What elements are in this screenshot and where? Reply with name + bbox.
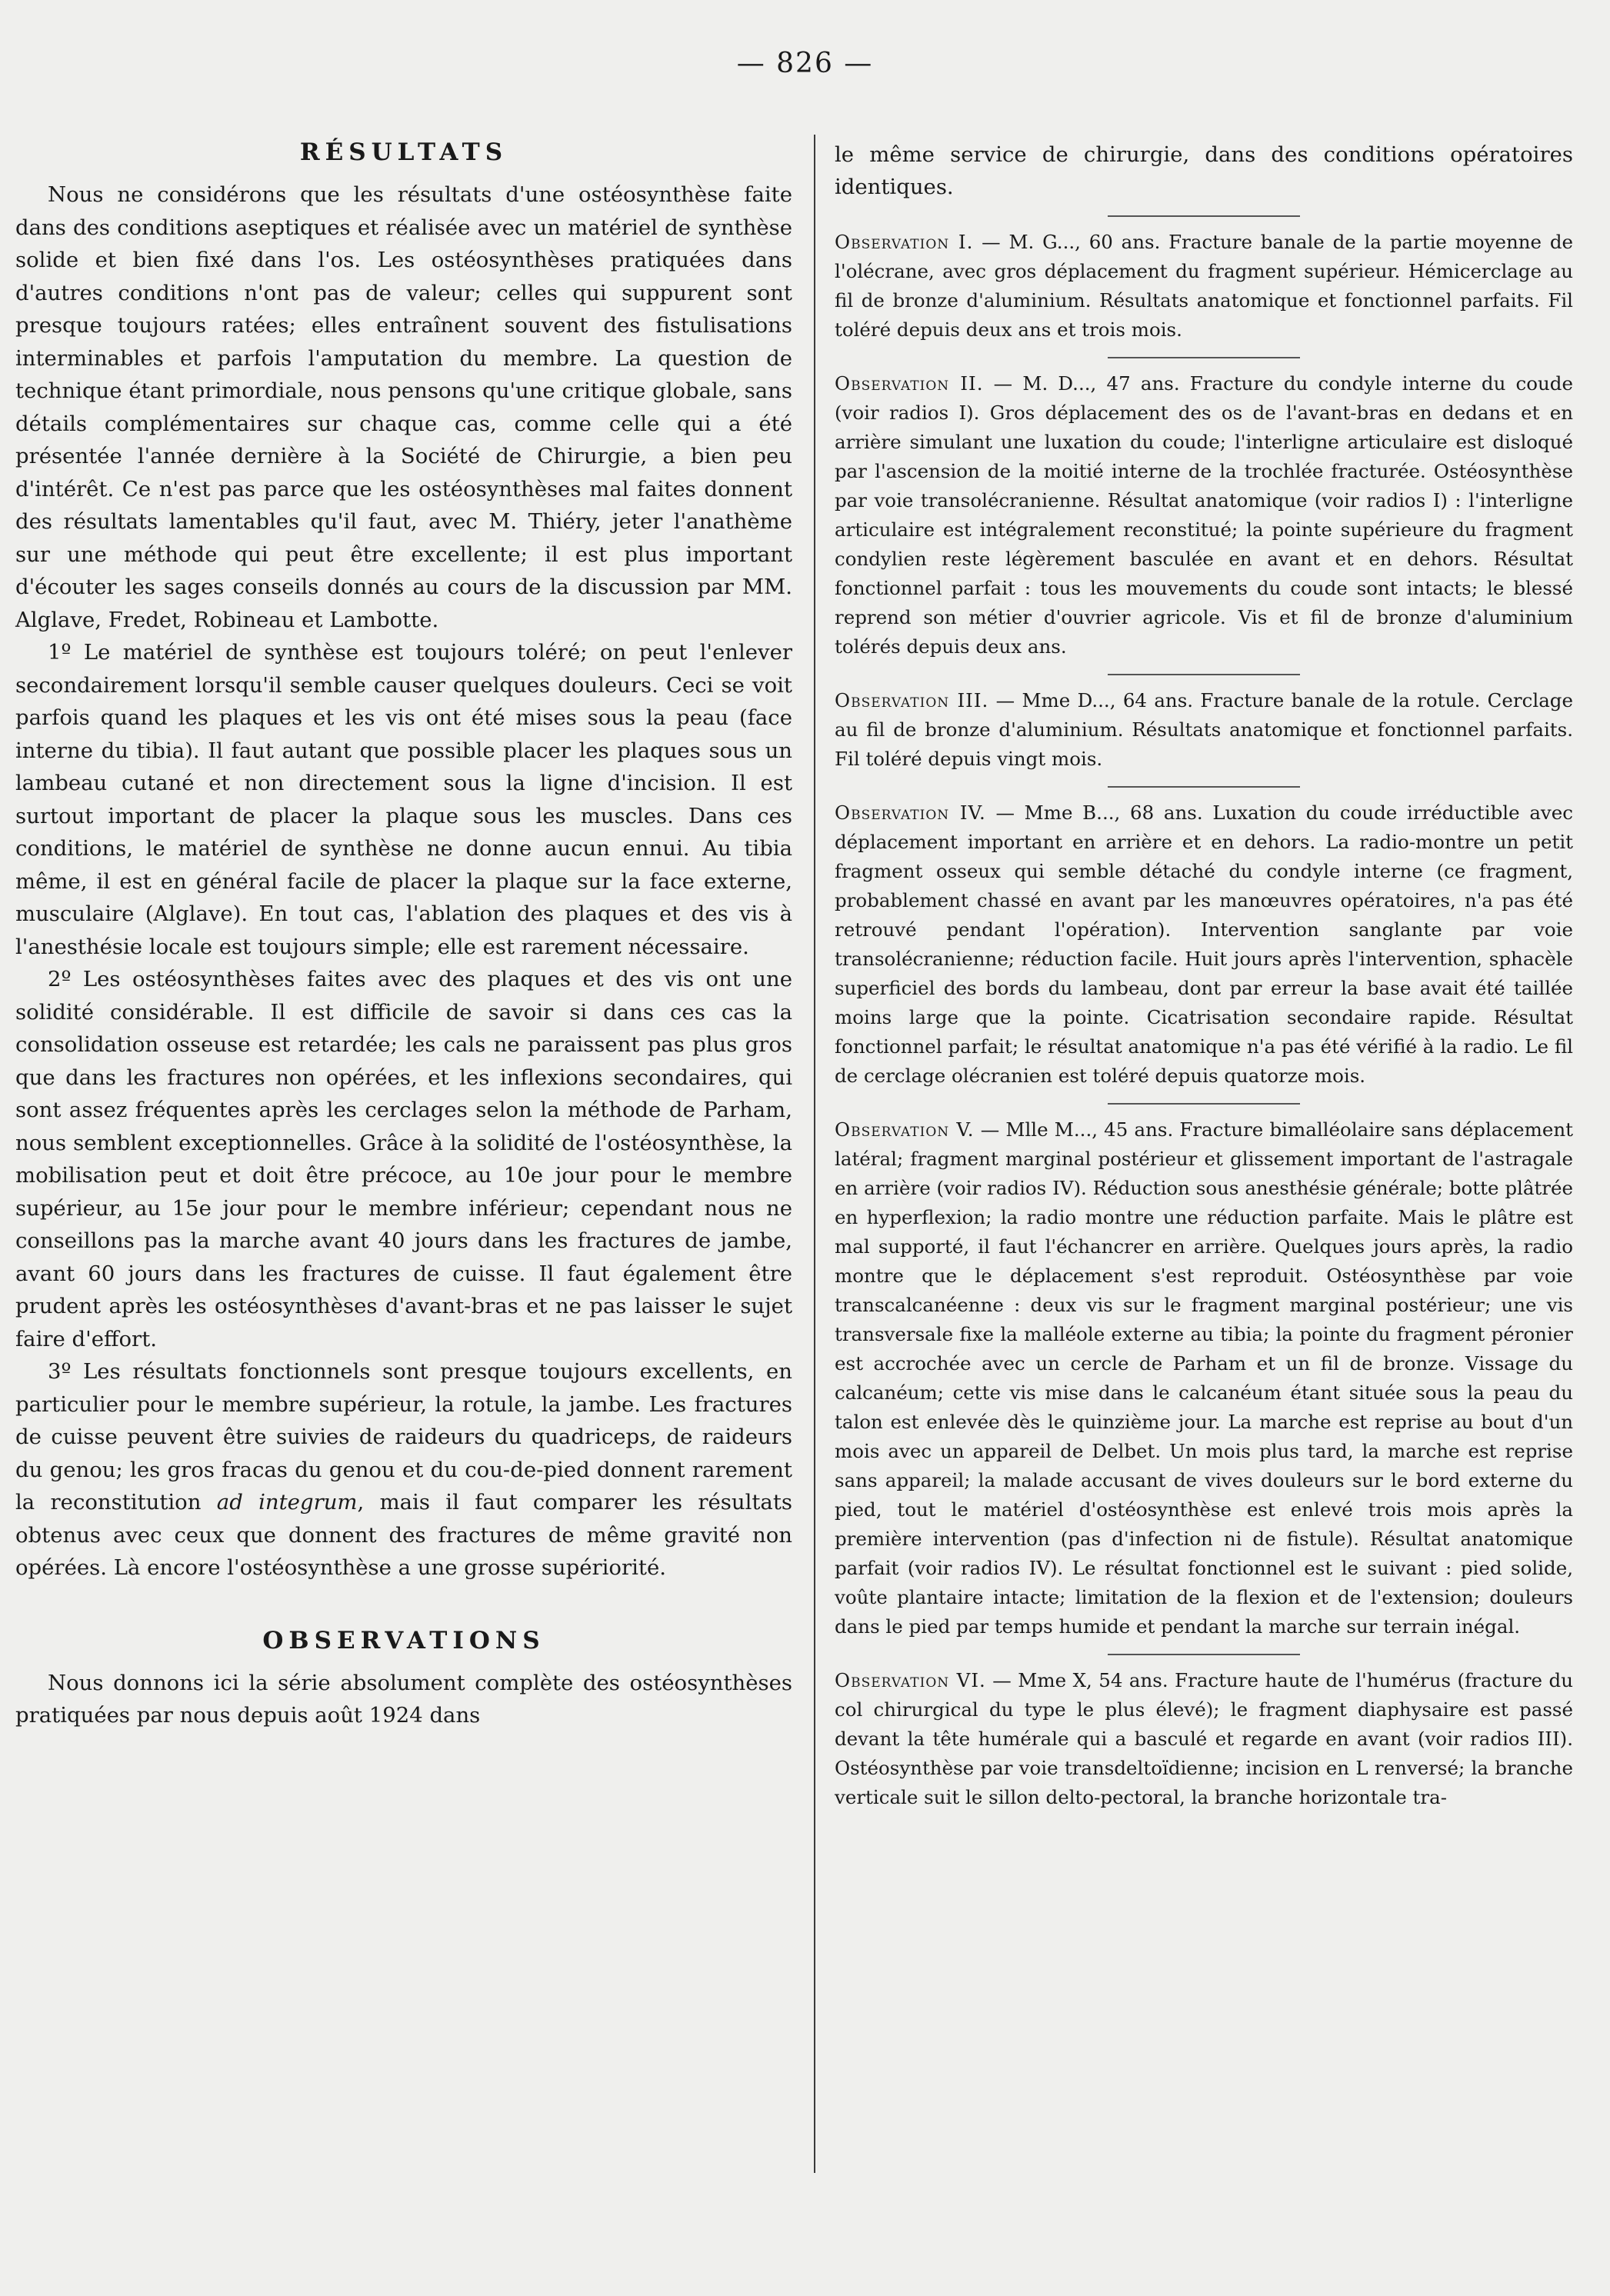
observation-2-text: — M. D..., 47 ans. Fracture du condyle interne du coude (voir radios I). Gros déplacement des os de l'avant-bras en dedans et en arrière simulant une luxation du coude; l'interligne articulaire est disloqué par l'ascension de la moitié interne de la trochlée fracturée. Ostéosynthèse par voie transolécranienne. Résultat anatomique (voir radios I) : l'interligne articulaire est intégralement reconstitué; la pointe supérieure du fragment condylien reste légèrement basculée en avant et en dehors. Résultat fonctionnel parfait : tous les mouvements du coude sont intacts; le blessé reprend son métier d'ouvrier agricole. Vis et fil de bronze d'aluminium tolérés depuis deux ans.: [835, 372, 1573, 658]
point-3-text-b: , mais il faut comparer les résultats obtenus avec ceux que donnent des fractures de même gravité non opérées. Là encore l'ostéosynthèse a une grosse supériorité.: [15, 1490, 792, 1580]
observation-5-title: Observation V.: [835, 1118, 975, 1141]
paragraph-continued: le même service de chirurgie, dans des conditions opératoires identiques.: [835, 142, 1573, 199]
right-column: [835, 138, 1573, 1824]
observation-4-title: Observation IV.: [835, 801, 986, 824]
paragraph-point-1: 1º Le matériel de synthèse est toujours toléré; on peut l'enlever secondairement lorsqu'il semble causer quelques douleurs. Ceci se voit parfois quand les plaques et les vis ont été mises sous la peau (face interne du tibia). Il faut autant que possible placer les plaques sous un lambeau cutané et non directement sous la ligne d'incision. Il est surtout important de placer la plaque sous les muscles. Dans ces conditions, le matériel de synthèse ne donne aucun ennui. Au tibia même, il est en général facile de placer la plaque sur la face externe, musculaire (Alglave). En tout cas, l'ablation des plaques et des vis à l'anesthésie locale est toujours simple; elle est rarement nécessaire.: [15, 640, 792, 959]
column-divider: [814, 135, 815, 2173]
section-rule: [1108, 786, 1300, 788]
observation-4-text: — Mme B..., 68 ans. Luxation du coude irréductible avec déplacement important en arrière et en dehors. La radio-montre un petit fragment osseux qui semble détaché du condyle interne (ce fragment, probablement chassé en avant par les manœuvres opératoires, n'a pas été retrouvé pendant l'opération). Intervention sanglante par voie transolécranienne; réduction facile. Huit jours après l'intervention, sphacèle superficiel des bords du lambeau, dont par erreur la base avait été taillée moins large que la pointe. Cicatrisation secondaire rapide. Résultat fonctionnel parfait; le résultat anatomique n'a pas été vérifié à la radio. Le fil de cerclage olécranien est toléré depuis quatorze mois.: [835, 801, 1573, 1087]
paragraph-point-3: [15, 1355, 792, 1585]
observation-6-title: Observation VI.: [835, 1669, 986, 1691]
section-rule: [1108, 1103, 1300, 1105]
observation-2-title: Observation II.: [835, 372, 984, 395]
section-rule: [1108, 357, 1300, 358]
paragraph-point-2: 2º Les ostéosynthèses faites avec des plaques et des vis ont une solidité considérable. Il est difficile de savoir si dans ces cas la consolidation osseuse est retardée; les cals ne paraissent pas plus gros que dans les fractures non opérées, et les inflexions secondaires, qui sont assez fréquentes après les cerclages selon la méthode de Parham, nous semblent exceptionnelles. Grâce à la solidité de l'ostéosynthèse, la mobilisation peut et doit être précoce, au 10e jour pour le membre supérieur, au 15e jour pour le membre inférieur; cependant nous ne conseillons pas la marche avant 40 jours dans les fractures de jambe, avant 60 jours dans les fractures de cuisse. Il faut également être prudent après les ostéosynthèses d'avant-bras et ne pas laisser le sujet faire d'effort.: [15, 967, 792, 1351]
point-3-italic: ad integrum: [216, 1490, 358, 1515]
observation-1: [835, 228, 1573, 345]
observation-3-title: Observation III.: [835, 689, 989, 711]
section-rule: [1108, 674, 1300, 675]
paragraph-intro: Nous ne considérons que les résultats d'une ostéosynthèse faite dans des conditions aseptiques et réalisée avec un matériel de synthèse solide et bien fixé dans l'os. Les ostéosynthèses pratiquées dans d'autres conditions n'ont pas de valeur; celles qui suppurent sont presque toujours ratées; elles entraînent souvent des fistulisations interminables et parfois l'amputation du membre. La question de technique étant primordiale, nous pensons qu'une critique globale, sans détails complémentaires sur chaque cas, comme celle qui a été présentée l'année dernière à la Société de Chirurgie, a bien peu d'intérêt. Ce n'est pas parce que les ostéosynthèses mal faites donnent des résultats lamentables qu'il faut, avec M. Thiéry, jeter l'anathème sur une méthode qui peut être excellente; il est plus important d'écouter les sages conseils donnés au cours de la discussion par MM. Alglave, Fredet, Robineau et Lambotte.: [15, 182, 792, 632]
section-rule: [1108, 1654, 1300, 1655]
observation-4: [835, 798, 1573, 1091]
observation-1-title: Observation I.: [835, 231, 974, 253]
observation-2: [835, 369, 1573, 661]
section-rule: [1108, 215, 1300, 217]
heading-results: RÉSULTATS: [299, 138, 508, 166]
point-3-text-a: 3º Les résultats fonctionnels sont presque toujours excellents, en particulier pour le membre supérieur, la rotule, la jambe. Les fractures de cuisse peuvent être suivies de raideurs du quadriceps, de raideurs du genou; les gros fracas du genou et du cou-de-pied donnent rarement la reconstitution: [15, 1359, 792, 1515]
observation-6-text: — Mme X, 54 ans. Fracture haute de l'humérus (fracture du col chirurgical du type le plus élevé); le fragment diaphysaire est passé devant la tête humérale qui a basculé et regarde en avant (voir radios III). Ostéosynthèse par voie transdeltoïdienne; incision en L renversé; la branche verticale suit le sillon delto-pectoral, la branche horizontale tra-: [835, 1669, 1573, 1808]
observation-6: [835, 1666, 1573, 1812]
page-number: — 826 —: [736, 48, 874, 79]
observation-3: [835, 686, 1573, 774]
left-column: [15, 138, 792, 1732]
paragraph-observations-intro: Nous donnons ici la série absolument complète des ostéosynthèses pratiquées par nous depuis août 1924 dans: [15, 1670, 792, 1728]
observation-1-text: — M. G..., 60 ans. Fracture banale de la partie moyenne de l'olécrane, avec gros déplacement du fragment supérieur. Hémicerclage au fil de bronze d'aluminium. Résultats anatomique et fonctionnel parfaits. Fil toléré depuis deux ans et trois mois.: [835, 231, 1573, 341]
observation-5-text: — Mlle M..., 45 ans. Fracture bimalléolaire sans déplacement latéral; fragment marginal postérieur et glissement important de l'astragale en arrière (voir radios IV). Réduction sous anesthésie générale; botte plâtrée en hyperflexion; la radio montre une réduction parfaite. Mais le plâtre est mal supporté, il faut l'échancrer en arrière. Quelques jours après, la radio montre que le déplacement s'est reproduit. Ostéosynthèse par voie transcalcanéenne : deux vis sur le fragment marginal postérieur; une vis transversale fixe la malléole externe au tibia; la pointe du fragment péronier est accrochée avec un cercle de Parham et un fil de bronze. Vissage du calcanéum; cette vis mise dans le calcanéum étant située sous la peau du talon est enlevée dès le quinzième jour. La marche est reprise au bout d'un mois avec un appareil de Delbet. Un mois plus tard, la marche est reprise sans appareil; la malade accusant de vives douleurs sur le bord externe du pied, tout le matériel d'ostéosynthèse est enlevé trois mois après la première intervention (pas d'infection ni de fistule). Résultat anatomique parfait (voir radios IV). Le résultat fonctionnel est le suivant : pied solide, voûte plantaire intacte; limitation de la flexion et de l'extension; douleurs dans le pied par temps humide et pendant la marche sur terrain inégal.: [835, 1118, 1573, 1638]
heading-observations: OBSERVATIONS: [262, 1626, 545, 1655]
observation-3-text: — Mme D..., 64 ans. Fracture banale de la rotule. Cerclage au fil de bronze d'aluminium. Résultats anatomique et fonctionnel parfaits. Fil toléré depuis vingt mois.: [835, 689, 1573, 770]
observation-5: [835, 1115, 1573, 1641]
